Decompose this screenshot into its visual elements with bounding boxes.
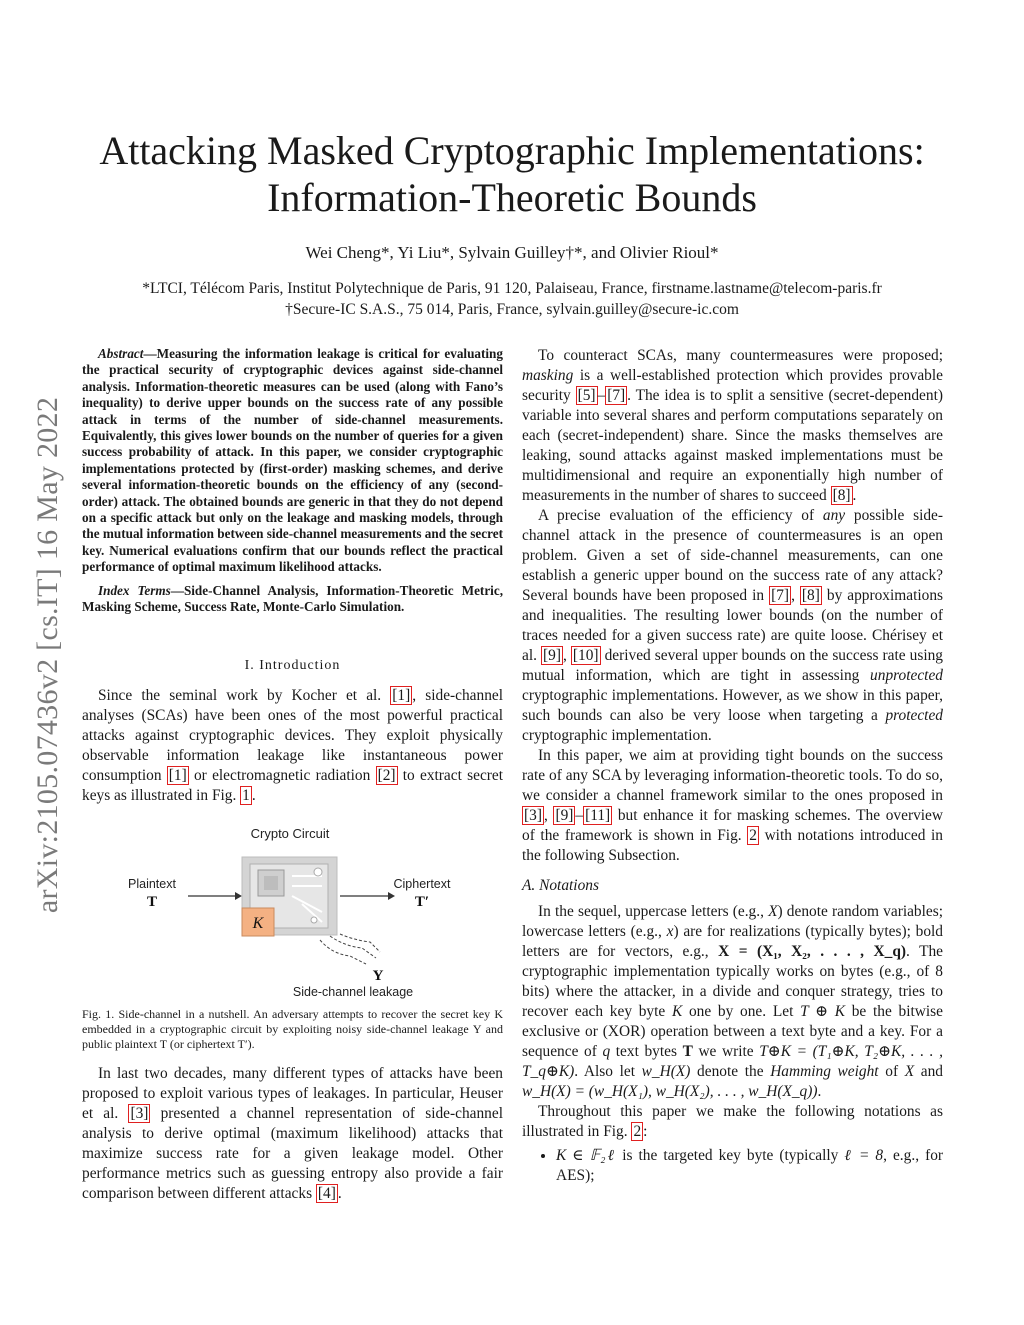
notation-list — [522, 1146, 943, 1186]
abstract-text: —Measuring the information leakage is critical for evaluating the practical security of cryptographic devices against side-channel analysis. Information-theoretic measures can be used (along with Fano’s inequality) to derive upper bounds on the success rate of any possible attack in terms of the number of side-channel measurements. Equivalently, this gives lower bounds on the number of queries for a given success probability of attack. In this paper, we consider cryptographic implementations protected by (first-order) masking schemes, and derive several information-theoretic bounds on the efficiency of any (second-order) attack. The obtained bounds are generic in that they do not depend on a specific attack but only on the leakage and masking models, through the mutual information between side-channel measurements and the secret key. Numerical evaluations confirm that our bounds reflect the practical performance of optimal maximum likelihood attacks. — [82, 346, 503, 575]
affiliation-1: *LTCI, Télécom Paris, Institut Polytechnique de Paris, 91 120, Palaiseau, France, firstname.lastname@telecom-paris.fr — [142, 280, 882, 297]
citation-link[interactable]: [5] — [577, 387, 596, 404]
section-heading-introduction: I. Introduction — [244, 657, 341, 673]
figure-link[interactable]: 2 — [633, 1123, 642, 1140]
title-line-2: Information-Theoretic Bounds — [267, 175, 757, 220]
intro-paragraph-2: In last two decades, many different types of attacks have been proposed to exploit various types of leakages. In particular, Heuser et al. [3] presented a channel representation of side-channel analysis to derive optimal (maximum likelihood) attacks that maximize success rate for a given leakage model. Other performance metrics such as guessing entropy also provide a fair comparison between different attacks [4] . — [82, 1064, 503, 1202]
citation-link[interactable]: [7] — [607, 387, 626, 404]
subsection-heading-notations: A. Notations — [522, 877, 599, 894]
leakage-symbol: Y — [372, 967, 384, 984]
citation-link[interactable]: [3] — [524, 807, 542, 824]
plaintext-label: Plaintext — [128, 876, 176, 891]
ciphertext-label: Ciphertext — [393, 876, 451, 891]
citation-link[interactable]: [8] — [801, 587, 820, 604]
affiliations — [60, 278, 964, 320]
citation-link[interactable]: [9] — [543, 647, 561, 664]
arxiv-stamp — [28, 355, 68, 955]
title-line-1: Attacking Masked Cryptographic Implementations: — [99, 128, 925, 173]
right-paragraph-2: A precise evaluation of the efficiency of any possible side-channel attack in the presence of countermeasures is an open problem. Given a set of side-channel measurements, can one establish a generic upper bound on the success rate of any attack? Several bounds have been proposed in [7] , [8] by approximations and inequalities. The resulting lower bounds (on the number of traces needed for a given success rate) are quite loose. Chérisey et al. [9] , [10] derived several upper bounds on the success rate using mutual information, which are tight in assessing unprotected cryptographic implementations. However, as we show in this paper, such bounds can also be very loose when targeting a protected cryptographic implementation. — [522, 507, 944, 744]
authors: Wei Cheng*, Yi Liu*, Sylvain Guilley†*, and Olivier Rioul* — [305, 243, 719, 262]
figure-caption: Fig. 1. Side-channel in a nutshell. An adversary attempts to recover the secret key K embedded in a cryptographic circuit by exploiting noisy side-channel leakage Y and public plaintext T (or ciphertext T′). — [82, 1006, 503, 1051]
right-paragraph-1: To counteract SCAs, many countermeasures were proposed; masking is a well-established protection which provides provable security [5] – [7] . The idea is to split a sensitive (secret-dependent) variable into several shares and perform computations separately on each (secret-independent) share. Since the masks themselves are leaking, sound attacks against masked implementations must be multidimensional and require an exponentially high number of measurements in the number of shares to succeed [8] . — [522, 347, 943, 504]
citation-link[interactable]: [2] — [377, 766, 396, 784]
right-paragraph-3: In this paper, we aim at providing tight bounds on the success rate of any SCA by leveraging information-theoretic tools. To do so, we consider a channel framework similar to the ones proposed in [3] , [9] – [11] but enhance it for masking schemes. The overview of the framework is shown in Fig. 2 with notations introduced in the following Subsection. — [522, 747, 943, 864]
citation-link[interactable]: [11] — [585, 807, 611, 824]
ciphertext-symbol: T′ — [414, 893, 430, 910]
notations-paragraph-1: In the sequel, uppercase letters (e.g., X) denote random variables; lowercase letters (e.g., x) are for realizations (typically bytes); bold letters are for vectors, e.g., X = (X₁, X₂, . . . , X_q). The cryptographic implementation typically works on bytes (e.g., of 8 bits) where the attacker, in a divide and conquer strategy, tries to recover each key byte K one by one. Let T ⊕ K be the bitwise exclusive or (XOR) operation between a text byte and a key. For a sequence of q text bytes T we write T⊕K = (T₁⊕K, T₂⊕K, . . . , T_q⊕K). Also let w_H(X) denote the Hamming weight of X and w_H(X) = (w_H(X₁), w_H(X₂), . . . , w_H(X_q)). — [522, 903, 943, 1100]
citation-link[interactable]: [1] — [392, 686, 411, 704]
intro-paragraph-1: Since the seminal work by Kocher et al. [1] , side-channel analyses (SCAs) have been ones of the most powerful practical attacks against cryptographic devices. They exploit physically observable information leakage like instantaneous power consumption [1] or electromagnetic radiation [2] to extract secret keys as illustrated in Fig. 1 . — [82, 686, 504, 804]
left-column — [82, 346, 503, 1204]
citation-link[interactable]: [1] — [168, 766, 187, 784]
figure-link[interactable]: 2 — [749, 827, 757, 844]
key-symbol: K — [252, 914, 264, 932]
citation-link[interactable]: [10] — [572, 647, 599, 664]
figure-title: Crypto Circuit — [250, 825, 330, 841]
citation-link[interactable]: [8] — [832, 487, 851, 504]
affiliation-2: †Secure-IC S.A.S., 75 014, Paris, France, sylvain.guilley@secure-ic.com — [285, 301, 739, 318]
figure-link[interactable]: 1 — [242, 786, 250, 804]
leakage-label: Side-channel leakage — [292, 984, 414, 999]
figure-1 — [82, 824, 503, 999]
arxiv-stamp-text: arXiv:2105.07436v2 [cs.IT] 16 May 2022 — [31, 396, 64, 914]
abstract-label: Abstract — [98, 346, 144, 361]
plaintext-symbol: T — [146, 893, 158, 910]
index-terms — [82, 583, 503, 616]
index-terms-label: Index Terms — [98, 582, 171, 598]
figure-1-diagram — [82, 824, 503, 999]
paper-title — [60, 127, 964, 221]
citation-link[interactable]: [7] — [771, 587, 790, 604]
list-item: • K ∈ 𝔽₂ℓ is the targeted key byte (typically ℓ = 8, e.g., for AES); — [556, 1146, 943, 1186]
citation-link[interactable]: [3] — [130, 1104, 149, 1122]
citation-link[interactable]: [9] — [555, 807, 574, 824]
index-terms-text: —Side-Channel Analysis, Information-Theoretic Metric, Masking Scheme, Success Rate, Monte-Carlo Simulation. — [82, 582, 503, 615]
abstract — [82, 346, 503, 576]
right-column — [522, 346, 943, 1186]
citation-link[interactable]: [4] — [317, 1184, 336, 1202]
notations-paragraph-2: Throughout this paper we make the following notations as illustrated in Fig. 2 : — [522, 1103, 943, 1140]
